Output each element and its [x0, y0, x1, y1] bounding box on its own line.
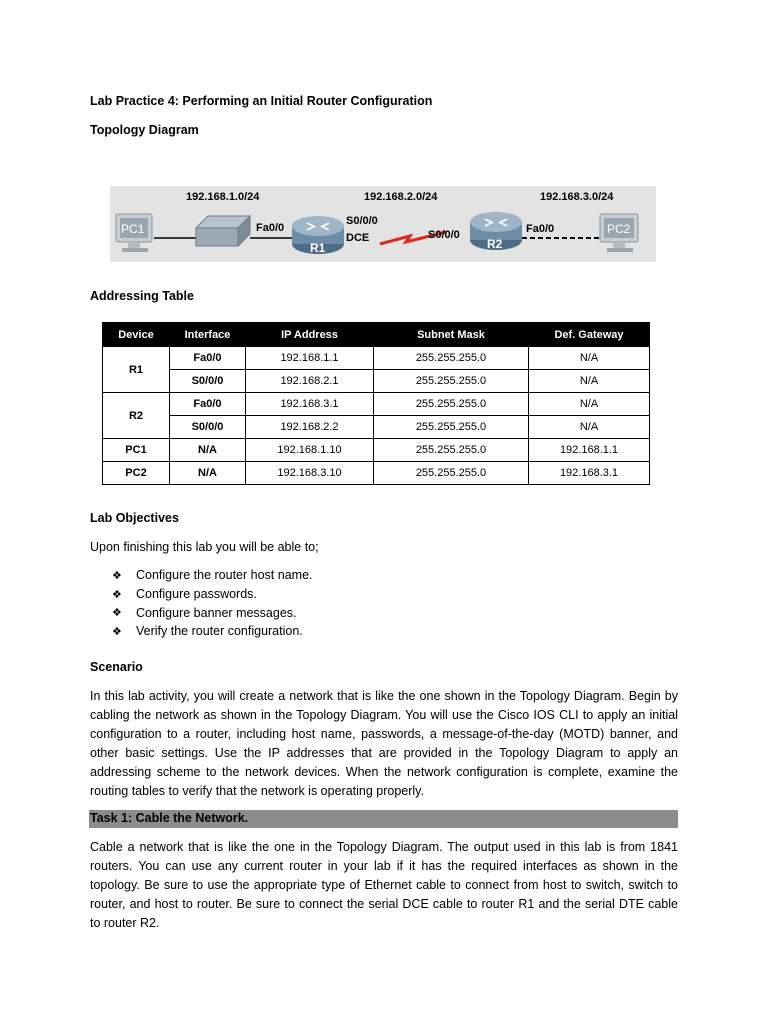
objectives-intro: Upon finishing this lab you will be able to;	[90, 540, 319, 554]
list-item	[112, 566, 313, 585]
column-header: Subnet Mask	[374, 323, 529, 347]
network-label-3: 192.168.3.0/24	[540, 191, 614, 203]
column-header: IP Address	[246, 323, 374, 347]
table-row	[103, 393, 650, 416]
r1-label: R1	[310, 241, 326, 255]
mask-cell: 255.255.255.0	[374, 462, 529, 485]
switch-icon	[196, 216, 250, 246]
dce-label: DCE	[346, 232, 370, 244]
table-row	[103, 416, 650, 439]
objective-text: Verify the router configuration.	[136, 624, 303, 639]
ip-cell: 192.168.2.2	[246, 416, 374, 439]
ip-cell: 192.168.1.10	[246, 439, 374, 462]
r1-fa-label: Fa0/0	[256, 222, 285, 234]
task1-paragraph: Cable a network that is like the one in the Topology Diagram. The output used in this lab is from 1841 routers. You can use any current router in your lab if it has the required interfaces as shown in the topology. Be sure to use the appropriate type of Ethernet cable to connect from host to switch, switch to router, and host to router. Be sure to connect the serial DCE cable to router R1 and the serial DTE cable to router R2.	[90, 840, 678, 930]
interface-cell: N/A	[170, 439, 246, 462]
gateway-cell: 192.168.1.1	[529, 439, 650, 462]
interface-cell: Fa0/0	[170, 393, 246, 416]
device-cell: R2	[103, 393, 170, 439]
device-cell: PC1	[103, 439, 170, 462]
pc1-icon	[116, 214, 152, 252]
r2-label: R2	[487, 237, 503, 251]
list-item	[112, 622, 313, 641]
ip-cell: 192.168.1.1	[246, 347, 374, 370]
scenario-heading: Scenario	[90, 660, 143, 674]
diamond-bullet-icon: ❖	[112, 588, 122, 601]
gateway-cell: N/A	[529, 370, 650, 393]
objectives-list	[112, 566, 313, 641]
column-header: Def. Gateway	[529, 323, 650, 347]
column-header: Device	[103, 323, 170, 347]
interface-cell: Fa0/0	[170, 347, 246, 370]
pc2-icon	[600, 214, 638, 252]
list-item	[112, 585, 313, 604]
interface-cell: S0/0/0	[170, 370, 246, 393]
diamond-bullet-icon: ❖	[112, 569, 122, 582]
diamond-bullet-icon: ❖	[112, 625, 122, 638]
task1-heading: Task 1: Cable the Network.	[90, 811, 249, 825]
pc1-label: PC1	[121, 222, 145, 236]
mask-cell: 255.255.255.0	[374, 416, 529, 439]
ip-cell: 192.168.2.1	[246, 370, 374, 393]
page-title: Lab Practice 4: Performing an Initial Router Configuration	[90, 94, 433, 108]
r2-serial-label: S0/0/0	[428, 229, 460, 241]
column-header: Interface	[170, 323, 246, 347]
task1-heading-bar	[89, 810, 678, 828]
scenario-paragraph: In this lab activity, you will create a network that is like the one shown in the Topology Diagram. Begin by cabling the network as shown in the Topology Diagram. You will use the Cisco IOS CLI to apply an initial configuration to a router, including host name, passwords, a message-of-the-day (MOTD) banner, and other basic settings. Use the IP addresses that are provided in the Topology Diagram to apply an addressing scheme to the network devices. When the network configuration is complete, examine the routing tables to verify that the network is operating properly.	[90, 689, 678, 798]
r1-serial-label: S0/0/0	[346, 215, 378, 227]
r2-router-icon	[470, 212, 522, 251]
gateway-cell: N/A	[529, 393, 650, 416]
addressing-table	[102, 322, 650, 485]
mask-cell: 255.255.255.0	[374, 393, 529, 416]
topology-diagram	[110, 186, 656, 262]
objectives-heading: Lab Objectives	[90, 511, 179, 525]
mask-cell: 255.255.255.0	[374, 370, 529, 393]
mask-cell: 255.255.255.0	[374, 347, 529, 370]
interface-cell: N/A	[170, 462, 246, 485]
interface-cell: S0/0/0	[170, 416, 246, 439]
r2-fa-label: Fa0/0	[526, 223, 555, 235]
table-row	[103, 347, 650, 370]
ip-cell: 192.168.3.1	[246, 393, 374, 416]
topology-heading: Topology Diagram	[90, 123, 199, 137]
table-row	[103, 439, 650, 462]
mask-cell: 255.255.255.0	[374, 439, 529, 462]
network-label-1: 192.168.1.0/24	[186, 191, 260, 203]
objective-text: Configure passwords.	[136, 587, 257, 602]
device-cell: R1	[103, 347, 170, 393]
gateway-cell: 192.168.3.1	[529, 462, 650, 485]
pc2-label: PC2	[607, 222, 631, 236]
gateway-cell: N/A	[529, 416, 650, 439]
ip-cell: 192.168.3.10	[246, 462, 374, 485]
gateway-cell: N/A	[529, 347, 650, 370]
table-row	[103, 462, 650, 485]
network-label-2: 192.168.2.0/24	[364, 191, 438, 203]
device-cell: PC2	[103, 462, 170, 485]
diamond-bullet-icon: ❖	[112, 607, 122, 620]
table-header-row	[103, 323, 650, 347]
objective-text: Configure the router host name.	[136, 568, 313, 583]
table-row	[103, 370, 650, 393]
addressing-heading: Addressing Table	[90, 289, 194, 303]
objective-text: Configure banner messages.	[136, 605, 297, 620]
r1-router-icon	[292, 216, 344, 255]
list-item	[112, 603, 313, 622]
